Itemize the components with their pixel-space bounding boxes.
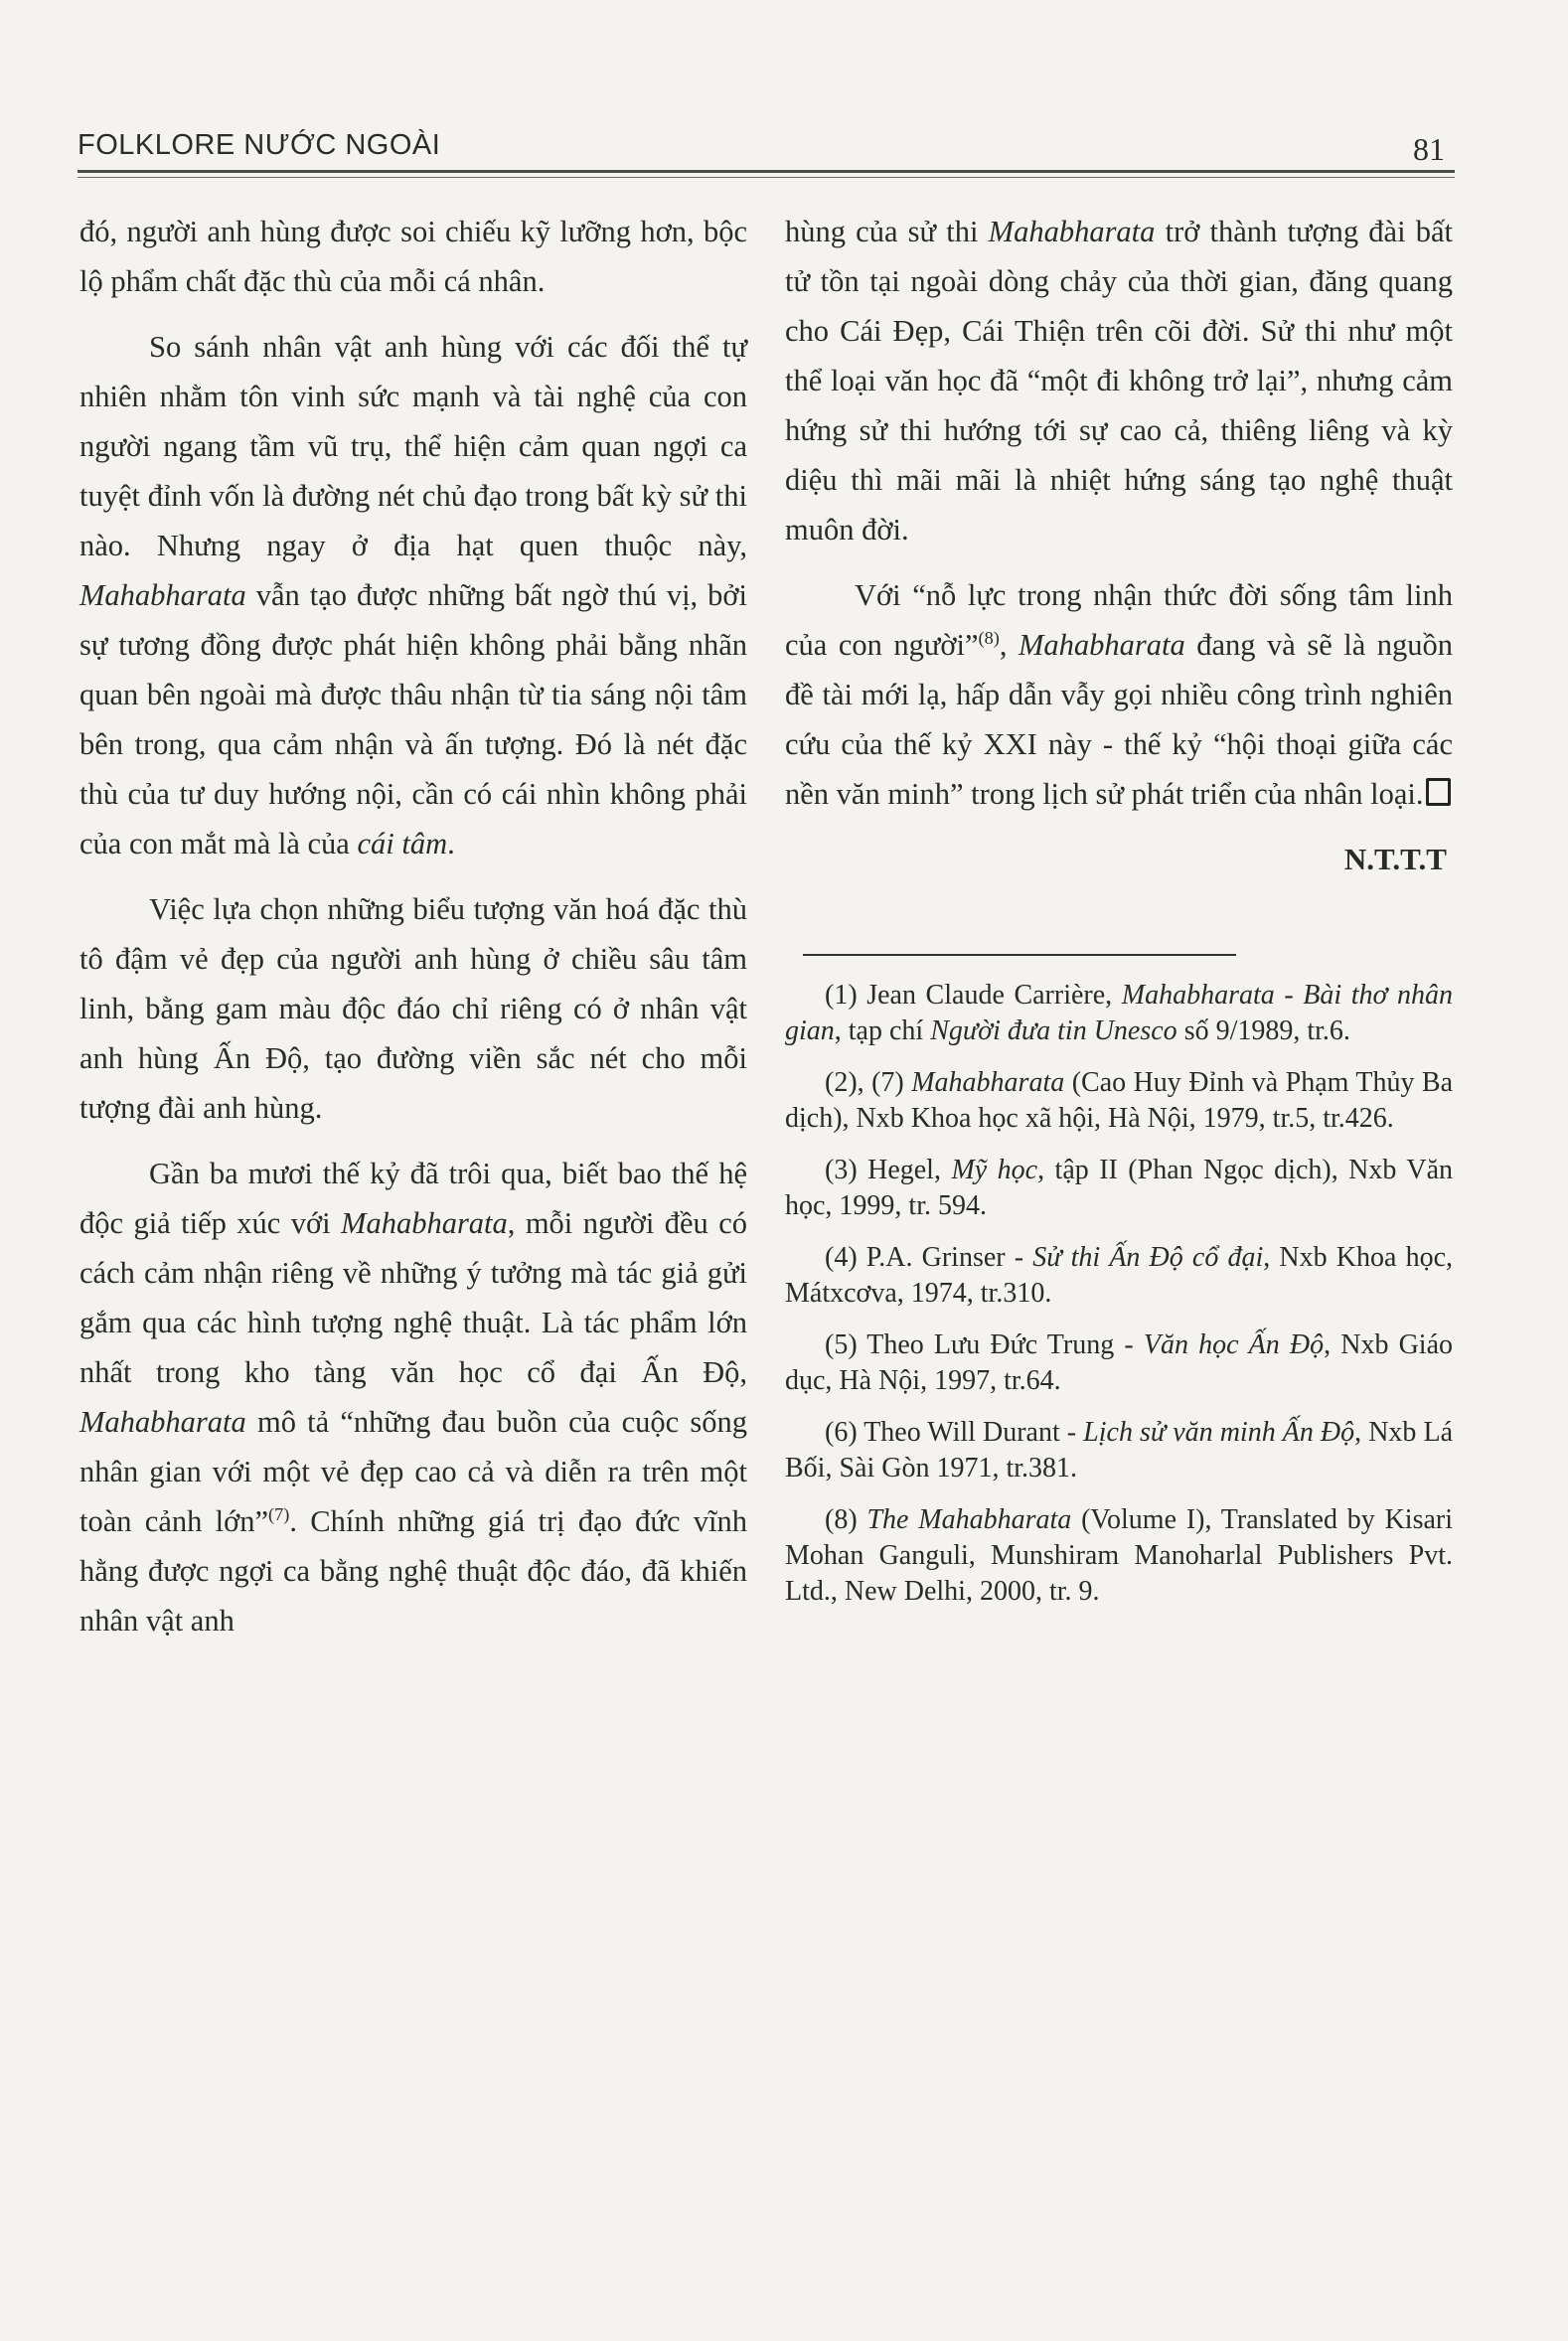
- footnote-text: (2), (7): [825, 1067, 904, 1098]
- footnote-text: (1) Jean Claude Carrière,: [825, 980, 1113, 1011]
- footnote-text: , tập II (Phan Ngọc dịch), Nxb Văn học, 1999, tr. 594.: [785, 1155, 1453, 1221]
- page-number: 81: [1413, 131, 1445, 167]
- footnote-ref: (7): [268, 1503, 290, 1524]
- paragraph-text: trở thành tượng đài bất tử tồn tại ngoài dòng chảy của thời gian, đăng quang cho Cái Đẹp, Cái Thiện trên cõi đời. Sử thi như một thể loại văn học đã “một đi không trở lại”, nhưng cảm hứng sử thi hướng tới sự cao cả, thiêng liêng và kỳ diệu thì mãi mãi là nhiệt hứng sáng tạo nghệ thuật muôn đời.: [785, 215, 1453, 546]
- footnote-text: (8): [825, 1504, 858, 1535]
- paragraph: [79, 207, 747, 306]
- italic-title: Mahabharata: [79, 1405, 246, 1439]
- paragraph-text: mô tả “những đau buồn của cuộc sống nhân gian với một vẻ đẹp cao cả và diễn ra trên một toàn cảnh lớn”: [79, 1405, 748, 1538]
- page-header: [78, 121, 1455, 171]
- paragraph: [79, 1149, 747, 1645]
- italic-title: Mahabharata: [79, 578, 246, 612]
- paragraph-text: hùng của sử thi: [785, 215, 979, 248]
- footnote-text: (Cao Huy Đỉnh và Phạm Thủy Ba dịch), Nxb Khoa học xã hội, Hà Nội, 1979, tr.5, tr.426.: [785, 1067, 1454, 1134]
- paragraph: [785, 207, 1453, 554]
- paragraph-text: , mỗi người đều có cách cảm nhận riêng về những ý tưởng mà tác giả gửi gắm qua các hình tượng nghệ thuật. Là tác phẩm lớn nhất trong kho tàng văn học cổ đại Ấn Độ,: [79, 1206, 747, 1389]
- italic-term: cái tâm: [357, 827, 448, 860]
- footnote-text: (4) P.A. Grinser -: [825, 1242, 1024, 1273]
- italic-title: Mahabharata: [988, 215, 1156, 248]
- right-column: [785, 207, 1453, 1624]
- paragraph: [79, 322, 747, 868]
- running-title: FOLKLORE NƯỚC NGOÀI: [78, 129, 441, 161]
- footnote-8: [785, 1502, 1453, 1610]
- footnote-text: , Nxb Khoa học, Mátxcơva, 1974, tr.310.: [785, 1242, 1453, 1309]
- footnote-italic: Mỹ học: [951, 1155, 1038, 1185]
- footnote-italic: The Mahabharata: [866, 1504, 1072, 1535]
- footnote-4: [785, 1240, 1453, 1312]
- paragraph-text: đó, người anh hùng được soi chiếu kỹ lưỡng hơn, bộc lộ phẩm chất đặc thù của mỗi cá nhân.: [79, 215, 747, 298]
- footnote-6: [785, 1415, 1453, 1486]
- footnote-italic: Lịch sử văn minh Ấn Độ: [1083, 1417, 1355, 1448]
- header-rule-thin: [78, 177, 1455, 178]
- footnote-2-7: [785, 1065, 1453, 1137]
- footnote-separator: [803, 954, 1236, 956]
- paragraph: [785, 570, 1453, 819]
- footnote-text: (Volume I), Translated by Kisari Mohan Ganguli, Munshiram Manoharlal Publishers Pvt. Ltd., New Delhi, 2000, tr. 9.: [785, 1504, 1453, 1607]
- footnote-italic: Sử thi Ấn Độ cổ đại: [1032, 1242, 1264, 1273]
- footnote-text: , Nxb Lá Bối, Sài Gòn 1971, tr.381.: [785, 1417, 1453, 1483]
- paragraph-text: . Chính những giá trị đạo đức vĩnh hằng được ngợi ca bằng nghệ thuật độc đáo, đã khiến nhân vật anh: [79, 1504, 747, 1638]
- footnotes: [785, 978, 1453, 1610]
- paragraph-text: đang và sẽ là nguồn đề tài mới lạ, hấp dẫn vẫy gọi nhiều công trình nghiên cứu của thế kỷ XXI này - thế kỷ “hội thoại giữa các nền văn minh” trong lịch sử phát triển của nhân loại.: [785, 628, 1453, 811]
- italic-title: Mahabharata: [341, 1206, 508, 1240]
- header-rule: [78, 170, 1455, 173]
- punctuation: ,: [999, 628, 1008, 662]
- footnote-3: [785, 1153, 1453, 1224]
- footnote-italic: Mahabharata: [911, 1067, 1065, 1098]
- footnote-ref: (8): [978, 627, 1000, 648]
- author-signature: N.T.T.T: [1343, 842, 1447, 876]
- paragraph-text: Gần ba mươi thế kỷ đã trôi qua, biết bao thế hệ độc giả tiếp xúc với: [79, 1157, 747, 1240]
- paragraph: [79, 884, 747, 1133]
- footnote-text: , tạp chí: [834, 1015, 924, 1046]
- paragraph-text: Việc lựa chọn những biểu tượng văn hoá đặc thù tô đậm vẻ đẹp của người anh hùng ở chiều sâu tâm linh, bằng gam màu độc đáo chỉ riêng có ở nhân vật anh hùng Ấn Độ, tạo đường viền sắc nét cho mỗi tượng đài anh hùng.: [79, 892, 747, 1125]
- paragraph-text: vẫn tạo được những bất ngờ thú vị, bởi sự tương đồng được phát hiện không phải bằng nhãn quan bên ngoài mà được thâu nhận từ tia sáng nội tâm bên trong, qua cảm nhận và ấn tượng. Đó là nét đặc thù của tư duy hướng nội, cần có cái nhìn không phải của con mắt mà là của: [79, 578, 748, 860]
- footnote-5: [785, 1327, 1453, 1399]
- paragraph-text: So sánh nhân vật anh hùng với các đối thể tự nhiên nhằm tôn vinh sức mạnh và tài nghệ của con người ngang tầm vũ trụ, thể hiện cảm quan ngợi ca tuyệt đỉnh vốn là đường nét chủ đạo trong bất kỳ sử thi nào. Nhưng ngay ở địa hạt quen thuộc này,: [79, 330, 747, 562]
- footnote-text: , Nxb Giáo dục, Hà Nội, 1997, tr.64.: [785, 1329, 1454, 1396]
- italic-title: Mahabharata: [1019, 628, 1185, 662]
- footnote-text: (3) Hegel,: [825, 1155, 941, 1185]
- footnote-italic: Người đưa tin Unesco: [930, 1015, 1177, 1046]
- footnote-text: (6) Theo Will Durant -: [825, 1417, 1077, 1448]
- footnote-text: số 9/1989, tr.6.: [1183, 1015, 1350, 1046]
- end-mark-icon: [1426, 778, 1451, 806]
- footnote-1: [785, 978, 1453, 1049]
- footnote-italic: Văn học Ấn Độ: [1143, 1329, 1325, 1360]
- punctuation: .: [447, 827, 455, 860]
- left-column: [79, 207, 747, 1645]
- footnote-italic: Mahabharata - Bài thơ nhân gian: [785, 980, 1454, 1046]
- paragraph-text: Với “nỗ lực trong nhận thức đời sống tâm linh của con người”: [785, 578, 1453, 662]
- footnote-text: (5) Theo Lưu Đức Trung -: [825, 1329, 1134, 1360]
